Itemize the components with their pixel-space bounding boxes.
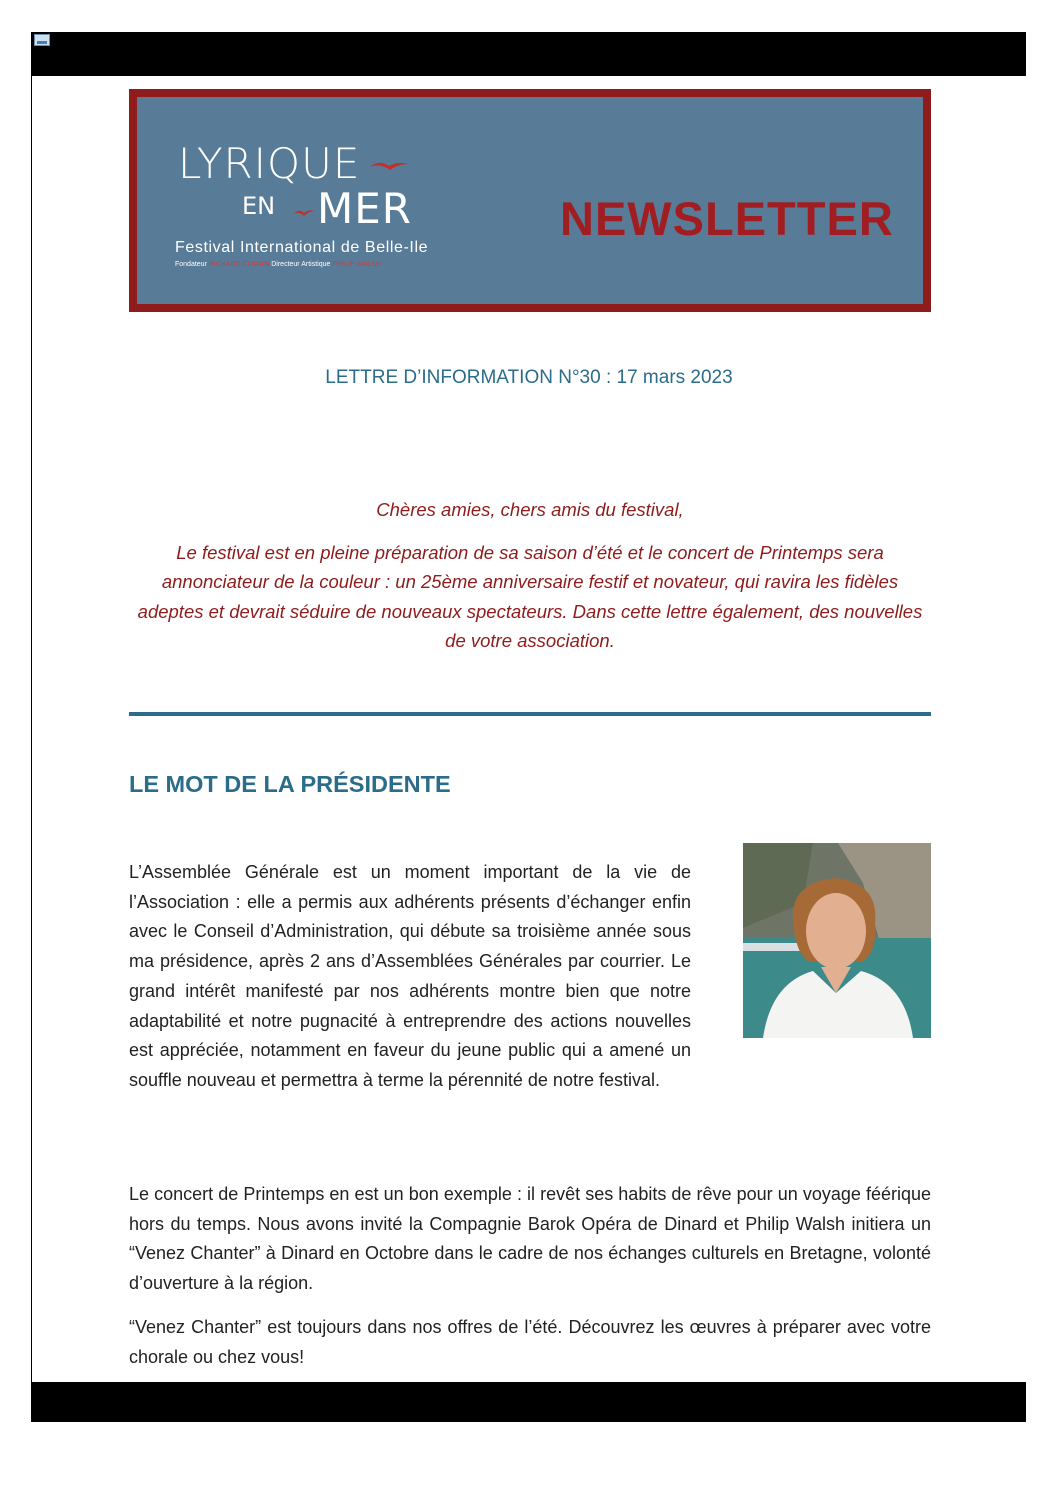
section-divider — [129, 712, 931, 716]
logo-subtitle: Festival International de Belle-Ile — [175, 239, 429, 256]
logo-credits — [175, 261, 381, 268]
header-banner — [129, 89, 931, 312]
logo-mer: MER — [317, 184, 412, 233]
president-paragraph-1: L’Assemblée Générale est un moment important de la vie de l’Association : elle a permis aux adhérents présents d’échanger enfin avec le Conseil d’Administration, qui débute sa troisième année sous ma présidence, après 2 ans d’Assemblées Générales par courrier. Le grand intérêt manifesté par nos adhérents montre bien que notre adaptabilité et notre pugnacité à entreprendre des actions nouvelles est appréciée, notamment en faveur du jeune public qui a amené un souffle nouveau et permettra à terme la pérennité de notre festival. — [129, 862, 691, 1090]
intro-greeting: Chères amies, chers amis du festival, — [376, 499, 684, 520]
intro-text: Le festival est en pleine préparation de sa saison d’été et le concert de Printemps sera annonciateur de la couleur : un 25ème anniversaire festif et novateur, qui ravira les fidèles adeptes et devrait séduire de nouveaux spectateurs. Dans cette lettre également, des nouvelles de votre association. — [137, 541, 923, 651]
logo-en: EN — [242, 192, 276, 220]
small-seagull-icon — [293, 208, 315, 217]
logo-lyrique: LYRIQUE — [178, 139, 361, 188]
intro-block — [129, 495, 931, 669]
page-left-border — [31, 76, 32, 1382]
president-photo — [743, 843, 931, 1038]
newsletter-title: NEWSLETTER — [560, 192, 894, 245]
broken-image-icon — [34, 34, 50, 46]
credit-director-label: Directeur Artistique — [271, 261, 331, 268]
president-paragraph-2: Le concert de Printemps en est un bon exemple : il revêt ses habits de rêve pour un voyage féérique hors du temps. Nous avons invité la Compagnie Barok Opéra de Dinard et Philip Walsh initiera un “Venez Chanter” à Dinard en Octobre dans le cadre de nos échanges culturels en Bretagne, volonté d’ouverture à la région. — [129, 1184, 931, 1294]
credit-founder-label: Fondateur — [175, 261, 207, 268]
president-paragraph-3: “Venez Chanter” est toujours dans nos offres de l’été. Découvrez les œuvres à préparer avec votre chorale ou chez vous! — [129, 1317, 931, 1367]
section-title: LE MOT DE LA PRÉSIDENTE — [129, 771, 451, 797]
top-black-bar — [31, 32, 1026, 76]
credit-founder-name: RICHARD COWAN — [208, 261, 270, 268]
seagull-icon — [369, 159, 409, 173]
bottom-black-bar — [31, 1382, 1026, 1422]
credit-director-name: PHILIP WALSH — [332, 261, 381, 268]
issue-line: LETTRE D’INFORMATION N°30 : 17 mars 2023 — [325, 367, 733, 388]
